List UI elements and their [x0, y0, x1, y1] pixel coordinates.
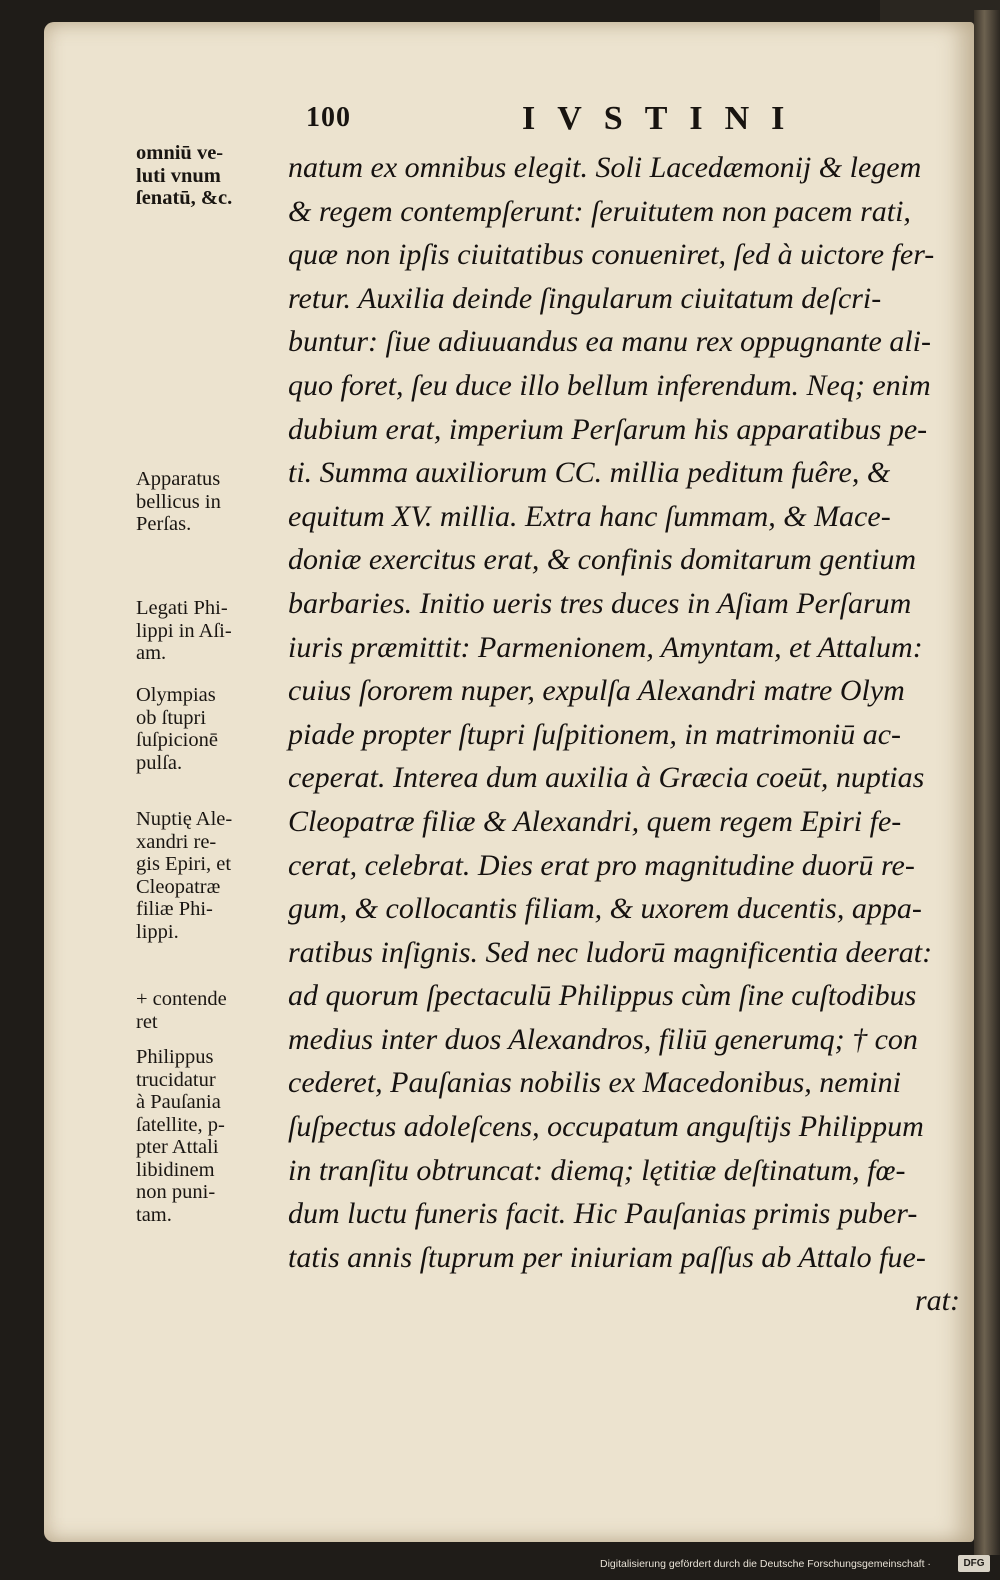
text-line: cuius ſororem nuper, expulſa Alexandri matre Olym	[288, 674, 905, 708]
text-line-catchword: rat:	[915, 1284, 960, 1318]
text-line: ratibus inſignis. Sed nec ludorū magnificentia deerat:	[288, 935, 933, 969]
margin-note-line: Philippus	[136, 1046, 214, 1068]
margin-note-olympias	[136, 684, 286, 774]
margin-note-line: filiæ Phi-	[136, 898, 213, 920]
text-line: dum luctu funeris facit. Hic Pauſanias primis puber-	[288, 1197, 918, 1231]
text-line: ad quorum ſpectaculū Philippus cùm ſine cuſtodibus	[288, 979, 917, 1013]
margin-note-contenderet	[136, 988, 286, 1033]
main-text-block	[288, 146, 968, 1323]
margin-note-line: Legati Phi-	[136, 597, 228, 619]
margin-note-line: Apparatus	[136, 468, 221, 490]
text-line: cerat, celebrat. Dies erat pro magnitudine duorū re-	[288, 848, 915, 882]
text-line: dubium erat, imperium Perſarum his apparatibus pe-	[288, 412, 928, 446]
margin-note-line: bellicus in	[136, 490, 221, 513]
margin-note-line: Perſas.	[136, 513, 192, 535]
margin-note-line: gis Epiri, et	[136, 853, 232, 875]
text-line: piade propter ſtupri ſuſpitionem, in matrimoniū ac-	[288, 717, 902, 751]
margin-note-line: trucidatur	[136, 1068, 216, 1091]
margin-note-line: Nuptię Ale-	[136, 808, 233, 830]
margin-note-line: Cleopatræ	[136, 875, 221, 898]
margin-note-line: xandri re-	[136, 830, 217, 853]
margin-note-line: pulſa.	[136, 751, 183, 774]
text-line: tatis annis ſtuprum per iniuriam paſſus ab Attalo fue-	[288, 1240, 926, 1274]
text-line: gum, & collocantis filiam, & uxorem ducentis, appa-	[288, 892, 922, 926]
margin-note-line: ſatellite, p-	[136, 1113, 225, 1136]
dfg-logo: DFG	[958, 1555, 990, 1572]
text-line: quæ non ipſis ciuitatibus conueniret, ſed à uictore fer-	[288, 238, 935, 272]
margin-note-line: ſenatū, &c.	[136, 187, 233, 209]
margin-note-nuptiae	[136, 808, 286, 943]
margin-note-line: libidinem	[136, 1158, 215, 1181]
text-line: in tranſitu obtruncat: diemq; lętitiæ deſtinatum, fœ-	[288, 1153, 906, 1187]
margin-note-line: luti vnum	[136, 164, 221, 187]
margin-note-line: omniū ve-	[136, 142, 224, 164]
text-line: ſuſpectus adoleſcens, occupatum anguſtijs Philippum	[288, 1110, 924, 1144]
margin-note-line: non puni-	[136, 1181, 216, 1203]
margin-note-line: lippi.	[136, 920, 179, 943]
text-line: ceperat. Interea dum auxilia à Græcia coeūt, nuptias	[288, 761, 925, 795]
margin-note-line: am.	[136, 642, 167, 664]
text-line: doniæ exercitus erat, & confinis domitarum gentium	[288, 543, 916, 577]
page-number: 100	[306, 102, 351, 133]
text-line: barbaries. Initio ueris tres duces in Aſiam Perſarum	[288, 586, 912, 620]
margin-note-line: ret	[136, 1010, 158, 1033]
digitization-credit: Digitalisierung gefördert durch die Deutsche Forschungsgemeinschaft ·	[600, 1558, 931, 1570]
text-line: natum ex omnibus elegit. Soli Lacedæmonij & legem	[288, 151, 922, 184]
book-page-edges	[974, 10, 1000, 1555]
margin-note-line: tam.	[136, 1203, 172, 1226]
margin-note-line: ob ſtupri	[136, 706, 207, 729]
margin-note-line: à Pauſania	[136, 1091, 221, 1113]
text-line: Cleopatræ filiæ & Alexandri, quem regem Epiri fe-	[288, 804, 902, 838]
margin-note-legati	[136, 597, 286, 665]
margin-note-philippus	[136, 1046, 286, 1226]
text-line: retur. Auxilia deinde ſingularum ciuitatum deſcri-	[288, 281, 882, 315]
text-line: equitum XV. millia. Extra hanc ſummam, & Mace-	[288, 499, 891, 533]
margin-note-line: pter Attali	[136, 1136, 219, 1158]
text-line: cederet, Pauſanias nobilis ex Macedonibus, nemini	[288, 1066, 901, 1100]
margin-note-senate	[136, 142, 286, 210]
margin-note-line: + contende	[136, 988, 227, 1010]
margin-note-apparatus	[136, 468, 286, 536]
margin-note-line: lippi in Aſi-	[136, 619, 232, 642]
text-line: medius inter duos Alexandros, filiū generumq; † con	[288, 1022, 918, 1056]
text-line: quo foret, ſeu duce illo bellum inferendum. Neq; enim	[288, 368, 931, 402]
text-line: & regem contempſerunt: ſeruitutem non pacem rati,	[288, 194, 911, 228]
margin-note-line: Olympias	[136, 684, 216, 706]
margin-note-line: ſuſpicionē	[136, 729, 218, 751]
text-line: iuris præmittit: Parmenionem, Amyntam, et Attalum:	[288, 630, 923, 664]
running-head: IVSTINI	[522, 100, 807, 137]
text-line: buntur: ſiue adiuuandus ea manu rex oppugnante ali-	[288, 325, 931, 359]
page-header	[306, 100, 807, 140]
text-line: ti. Summa auxiliorum CC. millia peditum fuêre, &	[288, 456, 891, 490]
